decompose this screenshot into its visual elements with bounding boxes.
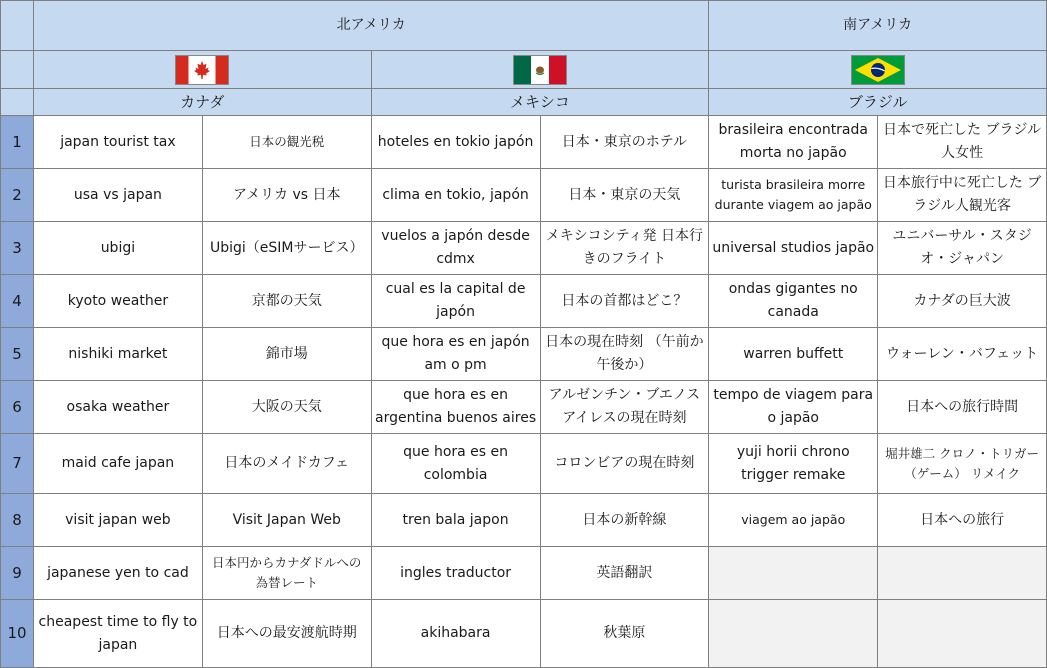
flag-cell-canada <box>33 51 371 89</box>
table-row <box>1 116 1047 169</box>
mexico-translation: 日本の現在時刻 （午前か午後か） <box>540 328 709 381</box>
table-row <box>1 169 1047 222</box>
table-row <box>1 275 1047 328</box>
brazil-translation <box>878 547 1047 600</box>
brazil-translation: カナダの巨大波 <box>878 275 1047 328</box>
row-number: 5 <box>1 328 34 381</box>
country-header-brazil: ブラジル <box>709 89 1047 116</box>
mexico-query: tren bala japon <box>371 494 540 547</box>
region-header-north: 北アメリカ <box>33 1 708 51</box>
canada-translation: Visit Japan Web <box>202 494 371 547</box>
mexico-query: akihabara <box>371 600 540 668</box>
table-row <box>1 434 1047 494</box>
mexico-translation: アルゼンチン・ブエノス アイレスの現在時刻 <box>540 381 709 434</box>
table-row <box>1 600 1047 668</box>
canada-query: maid cafe japan <box>33 434 202 494</box>
row-number: 3 <box>1 222 34 275</box>
brazil-query: turista brasileira morre durante viagem ao japão <box>709 169 878 222</box>
mexico-query: que hora es en colombia <box>371 434 540 494</box>
table-row <box>1 381 1047 434</box>
brazil-translation: 日本で死亡した ブラジル人女性 <box>878 116 1047 169</box>
mexico-query: que hora es en japón am o pm <box>371 328 540 381</box>
table-row <box>1 328 1047 381</box>
canada-translation: 大阪の天気 <box>202 381 371 434</box>
mexico-translation: 日本・東京の天気 <box>540 169 709 222</box>
brazil-translation: 日本への旅行時間 <box>878 381 1047 434</box>
row-number: 8 <box>1 494 34 547</box>
brazil-query: yuji horii chrono trigger remake <box>709 434 878 494</box>
corner-cell <box>1 51 34 89</box>
table-row <box>1 222 1047 275</box>
canada-query: ubigi <box>33 222 202 275</box>
mexico-translation: 英語翻訳 <box>540 547 709 600</box>
mexico-query: que hora es en argentina buenos aires <box>371 381 540 434</box>
mexico-translation: メキシコシティ発 日本行きのフライト <box>540 222 709 275</box>
brazil-translation: 日本への旅行 <box>878 494 1047 547</box>
mexico-translation: 日本の新幹線 <box>540 494 709 547</box>
country-header-mexico: メキシコ <box>371 89 709 116</box>
brazil-translation: 日本旅行中に死亡した ブラジル人観光客 <box>878 169 1047 222</box>
brazil-query: tempo de viagem para o japão <box>709 381 878 434</box>
brazil-query: viagem ao japão <box>709 494 878 547</box>
mexico-query: hoteles en tokio japón <box>371 116 540 169</box>
mexico-translation: 秋葉原 <box>540 600 709 668</box>
country-header-canada: カナダ <box>33 89 371 116</box>
canada-query: nishiki market <box>33 328 202 381</box>
mexico-query: clima en tokio, japón <box>371 169 540 222</box>
row-number: 10 <box>1 600 34 668</box>
mexico-translation: 日本・東京のホテル <box>540 116 709 169</box>
mexico-translation: 日本の首都はどこ？ <box>540 275 709 328</box>
canada-translation: 日本への最安渡航時期 <box>202 600 371 668</box>
canada-translation: 京都の天気 <box>202 275 371 328</box>
canada-query: cheapest time to fly to japan <box>33 600 202 668</box>
canada-translation: Ubigi（eSIMサービス） <box>202 222 371 275</box>
flag-cell-brazil <box>709 51 1047 89</box>
mexico-query: cual es la capital de japón <box>371 275 540 328</box>
canada-query: usa vs japan <box>33 169 202 222</box>
mexico-translation: コロンビアの現在時刻 <box>540 434 709 494</box>
canada-flag <box>175 55 229 85</box>
row-number: 1 <box>1 116 34 169</box>
table-row <box>1 547 1047 600</box>
brazil-query: brasileira encontrada morta no japão <box>709 116 878 169</box>
canada-query: osaka weather <box>33 381 202 434</box>
canada-translation: 日本の観光税 <box>202 116 371 169</box>
brazil-flag <box>851 55 905 85</box>
brazil-query: ondas gigantes no canada <box>709 275 878 328</box>
brazil-query: warren buffett <box>709 328 878 381</box>
mexico-query: vuelos a japón desde cdmx <box>371 222 540 275</box>
mexico-query: ingles traductor <box>371 547 540 600</box>
row-number: 2 <box>1 169 34 222</box>
brazil-translation: ウォーレン・バフェット <box>878 328 1047 381</box>
canada-query: japan tourist tax <box>33 116 202 169</box>
row-number: 7 <box>1 434 34 494</box>
canada-query: kyoto weather <box>33 275 202 328</box>
brazil-translation: ユニバーサル・スタジオ・ジャパン <box>878 222 1047 275</box>
canada-query: japanese yen to cad <box>33 547 202 600</box>
mexico-flag <box>513 55 567 85</box>
table-row <box>1 494 1047 547</box>
row-number: 9 <box>1 547 34 600</box>
flag-cell-mexico <box>371 51 709 89</box>
canada-translation: アメリカ vs 日本 <box>202 169 371 222</box>
brazil-query: universal studios japão <box>709 222 878 275</box>
canada-translation: 日本円からカナダドルへの 為替レート <box>202 547 371 600</box>
brazil-translation <box>878 600 1047 668</box>
canada-query: visit japan web <box>33 494 202 547</box>
row-number: 6 <box>1 381 34 434</box>
brazil-query <box>709 547 878 600</box>
row-number: 4 <box>1 275 34 328</box>
brazil-query <box>709 600 878 668</box>
corner-cell <box>1 89 34 116</box>
brazil-translation: 堀井雄二 クロノ・トリガー（ゲーム） リメイク <box>878 434 1047 494</box>
corner-cell <box>1 1 34 51</box>
canada-translation: 錦市場 <box>202 328 371 381</box>
region-header-south: 南アメリカ <box>709 1 1047 51</box>
canada-translation: 日本のメイドカフェ <box>202 434 371 494</box>
